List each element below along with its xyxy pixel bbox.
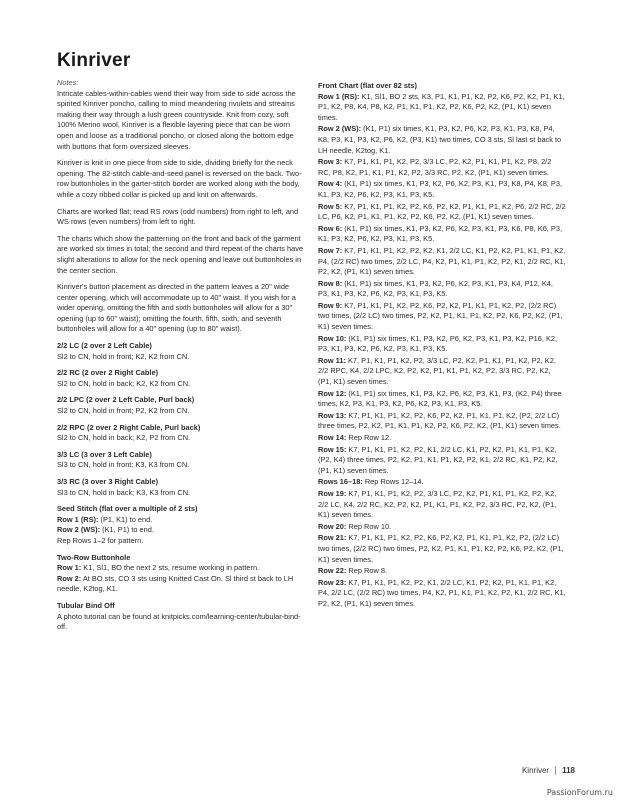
bind-off-text: A photo tutorial can be found at knitpicks.com/learning-center/tubular-bind-off. <box>57 611 301 632</box>
bind-off-heading: Tubular Bind Off <box>57 600 115 610</box>
row-text: K7, P1, K1, P1, K2, P2, K6, P2, K2, P1, K1, P1, K2, (P2, 2/2 LC) three times, P2, K2, P1, K1, P1, K2, P2, K6, P2, K2, (P1, K1) seven times. <box>318 410 561 431</box>
buttonhole-heading: Two-Row Buttonhole <box>57 552 131 562</box>
cable-definition <box>57 395 307 416</box>
intro-paragraph: Kinriver is knit in one piece from side to side, dividing briefly for the neck opening. The 82-stitch cable-and-seed panel is reversed on the back. Two-row buttonholes in the garter-stitch border are worked along with the body, while a cozy ribbed collar is picked up and knit on afterwards. <box>57 158 302 199</box>
buttonhole-section <box>57 553 307 595</box>
chart-row <box>318 202 566 223</box>
chart-row <box>318 389 566 410</box>
row-text: Rep Rows 12–14. <box>362 477 424 487</box>
intro-paragraph: The charts which show the patterning on the front and back of the garment are worked six times in total; the second and third repeat of the charts have slight alterations to allow for the neck opening and leave out buttonholes in the center section. <box>57 233 304 275</box>
cable-desc: Sl2 to CN, hold in back; K2, P2 from CN. <box>57 433 191 443</box>
row-label: Row 2 (WS): <box>318 124 362 134</box>
row-text: K7, P1, K1, P1, K2, P2, 3/3 LC, P2, K2, P1, K1, P1, K2, P8, 2/2 RC, P8, K2, P1, K1, P1, K2, P2, 3/3 RC, P2, K2, (P1, K1) seven times. <box>318 157 552 177</box>
cable-name: 2/2 LC (2 over 2 Left Cable) <box>57 341 152 351</box>
row-label: Row 12: <box>318 388 347 398</box>
row-text: (K1, P1) to end. <box>100 525 154 535</box>
intro-paragraph: Charts are worked flat; read RS rows (odd numbers) from right to left, and WS rows (even numbers) from left to right. <box>57 206 299 227</box>
chart-row <box>318 578 566 610</box>
row-text: (K1, P1) six times, K1, P3, K2, P6, K2, P3, K1, P3, K2, P16, K2, P3, K1, P3, K2, P6, K2, P3, K1, P3, K5. <box>318 333 558 354</box>
chart-row <box>318 124 566 156</box>
row-text: (P1, K1) to end. <box>98 514 153 524</box>
notes-label: Notes: <box>57 78 79 87</box>
row-label: Row 7: <box>318 245 343 255</box>
row-text: (K1, P1) six times, K1, P3, K2, P6, K2, P3, K1, P3, K8, P4, K8, P3, K1, P3, K2, P6, K2, (P3, K1) two times, CO 3 sts, Sl last st back to LH needle, K2tog, K1. <box>318 124 562 155</box>
row-label: Row 6: <box>318 223 343 233</box>
row-label: Row 11: <box>318 355 346 365</box>
cable-definition <box>57 450 307 471</box>
seed-stitch-section <box>57 504 307 546</box>
right-column <box>318 81 566 611</box>
row-text: K7, P1, K1, P1, K2, P2, K6, P2, K2, P1, K1, P1, K2, P2, (2/2 LC) two times, (2/2 RC) two times, P2, K2, P1, K1, P1, K2, P2, K6, P2, K2, (P1, K1) seven times. <box>318 533 564 564</box>
row-text: K7, P1, K1, P1, K2, P2, K1, 2/2 LC, K1, P2, K2, P1, K1, P1, K2, P4, 2/2 LC, (2/2 RC) two times, P4, K2, P1, K1, P1, K2, P2, K1, 2/2 RC, K1, P2, K2, (P1, K1) seven times. <box>318 577 566 608</box>
cable-definition <box>57 341 307 362</box>
chart-row <box>318 477 566 488</box>
cable-desc: Sl3 to CN, hold in back; K3, K3 from CN. <box>57 487 191 497</box>
row-label: Row 14: <box>318 433 347 442</box>
row-text: (K1, P1) six times, K1, P3, K2, P6, K2, P3, K1, P3, K6, P8, K6, P3, K1, P3, K2, P6, K2, P3, K1, P3, K5. <box>318 223 563 244</box>
row-text: At BO sts, CO 3 sts using Knitted Cast On. Sl third st back to LH needle, K2tog, K1. <box>57 573 294 594</box>
chart-row <box>318 411 566 432</box>
cable-definition <box>57 477 307 498</box>
row-text: (K1, P1) six times, K1, P3, K2, P6, K2, P3, K1, P3, K8, P4, K8, P3, K1, P3, K2, P6, K2, P3, K1, P3, K5. <box>318 179 563 199</box>
cable-name: 3/3 RC (3 over 3 Right Cable) <box>57 477 159 486</box>
cable-definition <box>57 368 307 389</box>
row-text: Rep Row 10. <box>346 521 392 531</box>
chart-row <box>318 566 566 577</box>
row-text: K7, P1, K1, P1, K2, P2, 3/3 LC, P2, K2, P1, K1, P1, K2, P2, K2, 2/2 RPC, K4, 2/2 LPC, K2, P2, K2, P1, K1, P1, K2, P2, 3/3 RC, P2, K2, (P1, K1) seven times. <box>318 355 556 387</box>
cable-name: 3/3 LC (3 over 3 Left Cable) <box>57 449 152 459</box>
footer-divider <box>555 766 556 775</box>
row-label: Row 1 (RS): <box>57 514 99 524</box>
row-label: Row 22: <box>318 566 347 576</box>
cable-desc: Sl2 to CN, hold in front; P2, K2 from CN. <box>57 406 190 416</box>
intro-paragraph: Intricate cables-within-cables wend their way from side to side across the spirited Kinriver poncho, calling to mind meandering rivulets and streams making their way through a lush green countryside. Knit from cozy, soft 100% Merino wool, Kinriver is a flexible layering piece that can be worn open and loose as a traditional poncho, or closed along the bottom edge with buttons that form oversized sleeves. <box>57 88 296 151</box>
chart-row <box>318 334 566 355</box>
page-title: Kinriver <box>57 50 131 71</box>
chart-row <box>318 92 566 124</box>
row-label: Row 2: <box>57 573 82 583</box>
row-label: Row 5: <box>318 201 343 211</box>
front-chart-heading: Front Chart (flat over 82 sts) <box>318 81 417 90</box>
chart-row <box>318 301 566 333</box>
seed-stitch-heading: Seed Stitch (flat over a multiple of 2 sts) <box>57 504 198 514</box>
row-label: Row 9: <box>318 300 343 310</box>
row-label: Row 2 (WS): <box>57 525 101 535</box>
row-text: Rep Row 12. <box>346 433 392 442</box>
cable-desc: Sl2 to CN, hold in front; K2, K2 from CN. <box>57 351 190 361</box>
row-label: Row 15: <box>318 444 347 454</box>
row-text: K1, Sl1, BO the next 2 sts, resume working in pattern. <box>81 563 260 573</box>
row-label: Row 19: <box>318 488 347 498</box>
row-label: Row 1: <box>57 563 82 573</box>
cable-name: 2/2 LPC (2 over 2 Left Cable, Purl back) <box>57 395 195 405</box>
row-label: Row 1 (RS): <box>318 91 360 101</box>
bind-off-section <box>57 601 307 633</box>
watermark: PassionForum.ru <box>546 788 613 797</box>
chart-row <box>318 533 566 565</box>
row-text: (K1, P1) six times, K1, P3, K2, P6, K2, P3, K1, P3, K4, P12, K4, P3, K1, P3, K2, P6, K2, P3, K1, P3, K5. <box>318 278 553 299</box>
row-label: Row 10: <box>318 333 347 343</box>
row-label: Row 20: <box>318 521 347 531</box>
cable-name: 2/2 RC (2 over 2 Right Cable) <box>57 368 159 378</box>
cable-desc: Sl2 to CN, hold in back; K2, K2 from CN. <box>57 378 191 388</box>
row-label: Row 23: <box>318 577 347 587</box>
seed-row <box>57 525 307 536</box>
row-label: Row 21: <box>318 533 347 543</box>
cable-name: 2/2 RPC (2 over 2 Right Cable, Purl back) <box>57 422 201 432</box>
page-footer <box>522 766 575 775</box>
row-text: (K1, P1) six times, K1, P3, K2, P6, K2, P3, K1, P3, (K2, P4) three times, K2, P3, K1, P3, K2, P6, K2, P3, K1, P3, K5. <box>318 388 562 409</box>
row-label: Row 4: <box>318 179 343 189</box>
row-text: K7, P1, K1, P1, K2, P2, K6, P2, K2, P1, K1, P1, K2, P2, (2/2 RC) two times, (2/2 LC) two times, P2, K2, P1, K1, P1, K2, P2, K6, P2, K2, (P1, K1) seven times. <box>318 300 563 332</box>
chart-row <box>318 279 566 300</box>
chart-row <box>318 246 566 278</box>
chart-row <box>318 356 566 388</box>
row-text: K7, P1, K1, P1, K2, P2, K1, 2/2 LC, K1, P2, K2, P1, K1, P1, K2, (P2, K4) three times, P2, K2, P1, K1, P1, K2, P2, K1, 2/2 RC, K1, P2, K2, (P1, K1) seven times. <box>318 444 558 475</box>
row-text: K7, P1, K1, P1, K2, P2, K2, K1, 2/2 LC, K1, P2, K2, P1, K1, P1, K2, P4, (2/2 RC) two times, 2/2 LC, P4, K2, P1, K1, P1, K2, P2, K1, 2/2 RC, K1, P2, K2, (P1, K1) seven times. <box>318 245 566 277</box>
buttonhole-row <box>57 574 307 595</box>
seed-row <box>57 515 307 526</box>
chart-row <box>318 522 566 533</box>
footer-title: Kinriver <box>521 766 550 775</box>
chart-row <box>318 433 566 444</box>
row-label: Row 3: <box>318 157 343 167</box>
buttonhole-row <box>57 563 307 574</box>
page-number: 118 <box>562 766 575 775</box>
intro-paragraph: Kinriver's button placement as directed in the pattern leaves a 20" wide center opening, which will accommodate up to 40" waist. If you wish for a wider opening, omitting the fifth and sixth buttonholes will allow for a 30" opening (up to 60" waist); omitting the fourth, fifth, sixth, and seventh buttonholes will allow for a 40" opening (up to 80" waist). <box>57 282 296 334</box>
row-label: Rows 16–18: <box>318 477 363 487</box>
chart-row <box>318 445 566 477</box>
seed-repeat: Rep Rows 1–2 for pattern. <box>57 535 144 545</box>
left-column <box>57 78 307 639</box>
chart-row <box>318 179 566 200</box>
row-text: Rep Row 8. <box>346 566 388 576</box>
cable-definition <box>57 423 307 444</box>
row-label: Row 13: <box>318 410 347 420</box>
chart-row <box>318 489 566 521</box>
chart-row <box>318 157 566 178</box>
row-label: Row 8: <box>318 278 343 288</box>
chart-row <box>318 224 566 245</box>
row-text: K7, P1, K1, P1, K2, P2, 3/3 LC, P2, K2, P1, K1, P1, K2, P2, K2, 2/2 LC, K4, 2/2 RC, K2, P2, K2, P1, K1, P1, K2, P2, 3/3 RC, P2, K2, (P1, K1) seven times. <box>318 488 557 520</box>
row-text: K1, Sl1, BO 2 sts, K3, P1, K1, P1, K2, P2, K6, P2, K2, P1, K1, P1, K2, P8, K4, P8, K2, P1, K1, P1, K2, P2, K6, P2, K2, (P1, K1) seven times. <box>318 91 565 122</box>
cable-desc: Sl3 to CN, hold in front; K3, K3 from CN. <box>57 460 190 470</box>
row-text: K7, P1, K1, P1, K2, P2, K6, P2, K2, P1, K1, P1, K2, P6, 2/2 RC, 2/2 LC, P6, K2, P1, K1, P1, K2, P2, K6, P2, K2, (P1, K1) seven times. <box>318 201 566 222</box>
